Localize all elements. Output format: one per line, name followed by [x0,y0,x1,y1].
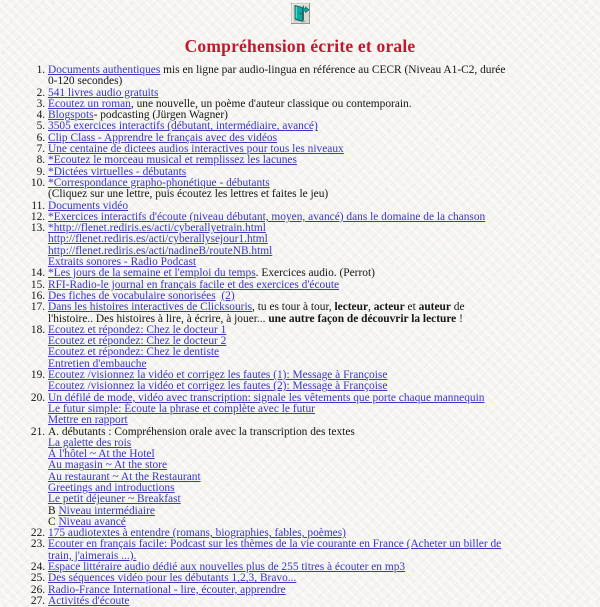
plain-text: . Exercices audio. (Perrot) [255,267,375,280]
plain-text: mis en ligne par audio-lingua en référence au CECR (Niveau A1-C2, durée [160,64,506,76]
link[interactable]: Des fiches de vocabulaire sonorisées [48,289,216,302]
link[interactable]: Documents authentiques [48,64,161,76]
link[interactable]: Ecoutez /visionnez la vidéo et corrigez les fautes (2): Message à Françoise [48,380,388,393]
link[interactable]: Ecoutez /visionnez la vidéo et corrigez les fautes (1): Message à Françoise [48,369,388,382]
link[interactable]: *Ecoutez le morceau musical et remplissez les lacunes [48,154,297,167]
link[interactable]: Ecoutez et répondez: Chez le dentiste [48,346,220,359]
plain-text: et [404,301,419,314]
list-item [48,427,592,529]
plain-text: 0-120 secondes) [48,75,123,88]
link[interactable]: Ecoutez et répondez: Chez le docteur 1 [48,323,227,336]
link[interactable]: Documents vidéo [48,199,129,212]
list-item [48,302,592,325]
list-item [48,178,592,201]
link[interactable]: (2) [221,289,235,302]
plain-text: C [48,515,59,528]
link[interactable]: Un défilé de mode, vidéo avec transcription: signale les vêtements que porte chaque mannequin [48,391,485,404]
link[interactable]: *Exercices interactifs d'écoute (niveau débutant, moyen, avancé) dans le domaine de la chanson [48,210,486,223]
link[interactable]: La galette des rois [48,436,132,449]
link[interactable]: Mettre en rapport [48,414,128,427]
plain-text: , tu es tour à tour, [252,301,335,314]
link[interactable]: Ecoutez et répondez: Chez le docteur 2 [48,335,227,348]
list-item [48,585,592,596]
link[interactable]: Greetings and introductions [48,481,175,494]
link[interactable]: Le futur simple: Écoute la phrase et complète avec le futur [48,402,315,415]
link[interactable]: Niveau intermédiaire [58,504,155,517]
plain-text: B [48,504,59,517]
bold-text: lecteur [334,301,368,314]
plain-text: (Cliquez sur une lettre, puis écoutez les lettres et faites le jeu) [48,188,329,201]
link[interactable]: Espace littéraire audio dédié aux nouvelles plus de 255 titres à écouter en mp3 [48,561,406,574]
plain-text: l'histoire.. Des histoires à lire, à écrire, à jouer... [48,312,269,325]
link[interactable]: *Dictées virtuelles - débutants [48,165,187,178]
plain-text: , une nouvelle, un poème d'auteur classique ou contemporain. [130,97,412,110]
link[interactable]: Au restaurant ~ At the Restaurant [48,470,201,483]
link[interactable]: *Correspondance grapho-phonétique - débutants [48,176,270,189]
bold-text: acteur [373,301,405,314]
plain-text: , [368,301,374,314]
list-item [48,65,592,88]
link[interactable]: http://flenet.rediris.es/acti/cyberallysejour1.html [48,233,268,246]
link[interactable]: Ecouter en français facile: Podcast sur les thèmes de la vie courante en France (Acheter un biller de [48,538,502,551]
list-item [48,596,592,607]
link[interactable]: Radio-France International - lire, écouter, apprendre [48,583,286,596]
link[interactable]: Blogspots [48,109,94,122]
list-item [48,539,592,562]
link[interactable]: *Les jours de la semaine et l'emploi du temps [48,267,256,280]
link[interactable]: Au magasin ~ At the store [48,459,168,472]
link-list [8,65,592,607]
link[interactable]: RFI-Radio-le journal en français facile et des exercices d'écoute [48,278,340,291]
list-item [48,393,592,427]
link[interactable]: http://flenet.rediris.es/acti/nadineB/routeNB.html [48,244,273,257]
list-item [48,370,592,393]
link[interactable]: Des séquences vidéo pour les débutants 1,2,3, Bravo... [48,572,297,585]
link[interactable]: Activités d'écoute [48,594,130,607]
icon-row [8,0,592,24]
link[interactable]: *http://flenet.rediris.es/acti/cyberallyetrain.html [48,222,266,235]
link[interactable]: 541 livres audio gratuits [48,86,159,99]
link[interactable]: Entretien d'embauche [48,357,147,370]
bold-text: une autre façon de découvrir la lecture [268,312,457,325]
link[interactable]: 3505 exercices interactifs (débutant, intermédiaire, avancé) [48,120,318,133]
link[interactable]: 175 audiotextes à entendre (romans, biographies, fables, poèmes) [48,527,346,540]
exit-door-icon[interactable] [291,2,310,14]
plain-text: de [450,301,465,314]
plain-text: ! [456,312,463,325]
plain-text: A. débutants : Compréhension orale avec la transcription des textes [48,425,355,438]
link[interactable]: Écoutez un roman [48,97,131,110]
bold-text: auteur [418,301,451,314]
link[interactable]: À l'hôtel ~ At the Hotel [48,448,155,461]
link[interactable]: Niveau avancé [58,515,126,528]
link[interactable]: train, j'aimerais ...). [48,549,137,562]
list-item [48,325,592,370]
link[interactable]: Une centaine de dictees audios interactives pour tous les niveaux [48,143,344,156]
link[interactable]: Extraits sonores - Radio Podcast [48,256,197,269]
plain-text: - podcasting (Jürgen Wagner) [93,109,228,122]
list-item [48,223,592,268]
link[interactable]: Clip Class - Apprendre le français avec des vidéos [48,131,278,144]
link[interactable]: Le petit déjeuner ~ Breakfast [48,493,181,506]
page-title: Compréhension écrite et orale [184,36,416,56]
link[interactable]: Dans les histoires interactives de Clicksouris [48,301,253,314]
